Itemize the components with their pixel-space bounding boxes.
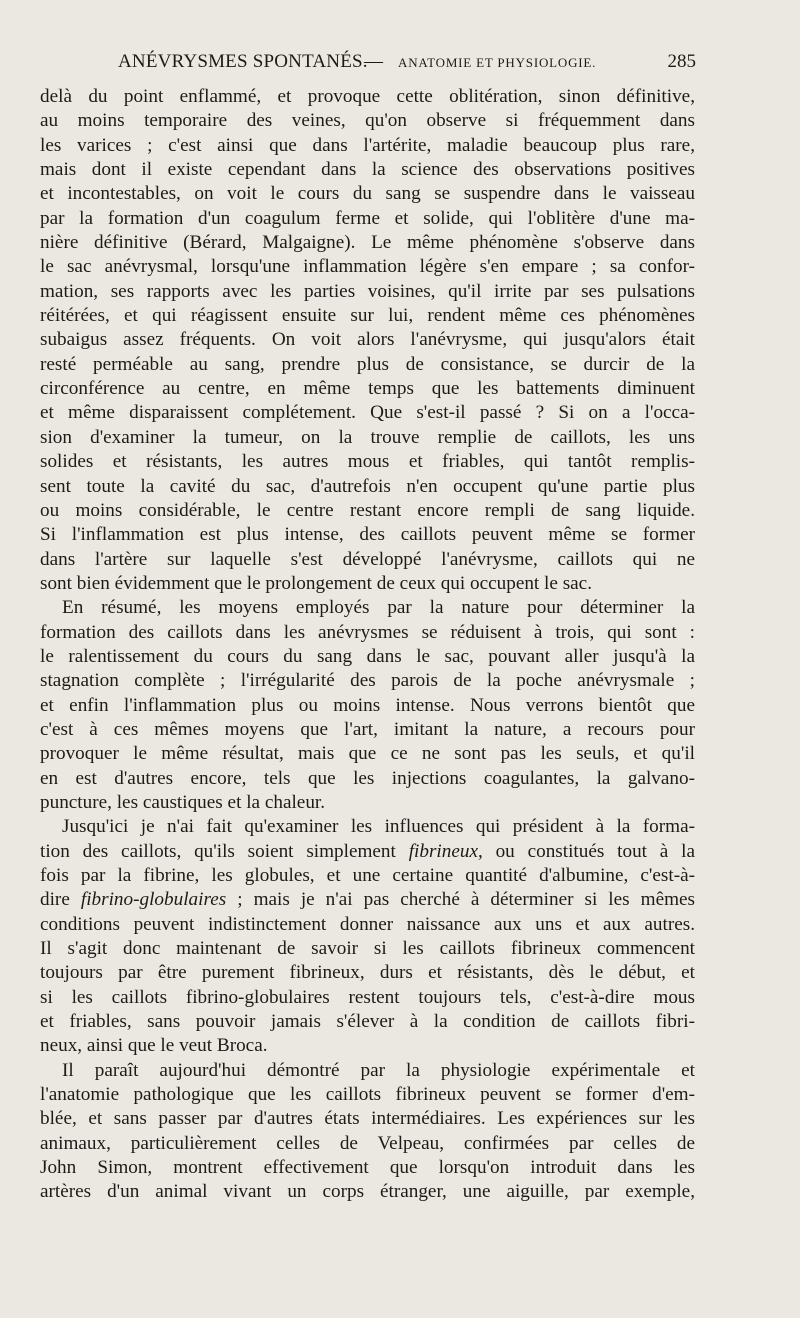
text-line: réitérées, et qui réagissent ensuite sur lui, rendent même ces phénomènes [40,305,695,327]
text-segment: , ou constitués tout à la [477,840,695,862]
text-line: puncture, les caustiques et la chaleur. [40,791,326,813]
italic-term: fibrineux [408,840,478,862]
header-title: ANÉVRYSMES SPONTANÉS. [118,51,368,72]
text-line: neux, ainsi que le veut Broca. [40,1035,268,1057]
text-line: dans l'artère sur laquelle s'est développé l'anévrysme, caillots qui ne [40,548,695,570]
text-line: ou moins considérable, le centre restant encore rempli de sang liquide. [40,499,695,521]
text-line: si les caillots fibrino-globulaires restent toujours tels, c'est-à-dire mous [40,986,695,1008]
paragraph-first-line: Jusqu'ici je n'ai fait qu'examiner les influences qui président à la forma- [62,816,695,838]
text-line: et friables, sans pouvoir jamais s'élever à la condition de caillots fibri- [40,1011,695,1033]
text-line: par la formation d'un coagulum ferme et solide, qui l'oblitère d'une ma- [40,207,695,229]
text-line: et incontestables, on voit le cours du sang se suspendre dans le vaisseau [40,183,695,205]
text-line [40,840,695,864]
text-line: en est d'autres encore, tels que les injections coagulantes, la galvano- [40,767,695,789]
text-line: delà du point enflammé, et provoque cette oblitération, sinon définitive, [40,86,695,107]
text-line: sont bien évidemment que le prolongement de ceux qui occupent le sac. [40,572,592,594]
text-line: les varices ; c'est ainsi que dans l'artérite, maladie beaucoup plus rare, [40,134,695,156]
header-dash: — [364,51,383,72]
paragraph-first-line: Il paraît aujourd'hui démontré par la physiologie expérimentale et [62,1059,695,1081]
body-text [40,85,695,1205]
text-line: resté perméable au sang, prendre plus de consistance, se durcir de la [40,353,695,375]
text-line: mation, ses rapports avec les parties voisines, qu'il irrite par ses pulsations [40,280,695,302]
text-segment: ; mais je n'ai pas cherché à déterminer si les mêmes [226,889,695,911]
text-line: nière définitive (Bérard, Malgaigne). Le même phénomène s'observe dans [40,232,695,254]
text-line [40,888,695,912]
italic-term: fibrino-globulaires [80,889,227,911]
text-line: Il s'agit donc maintenant de savoir si les caillots fibrineux commencent [40,938,695,960]
text-line: c'est à ces mêmes moyens que l'art, imitant la nature, a recours pour [40,718,695,740]
text-segment: dire [40,889,81,911]
text-line: circonférence au centre, en même temps que les battements diminuent [40,378,695,400]
text-line: le sac anévrysmal, lorsqu'une inflammation légère s'en empare ; sa confor- [40,256,695,278]
text-segment: tion des caillots, qu'ils soient simplement [40,840,409,862]
text-line: artères d'un animal vivant un corps étranger, une aiguille, par exemple, [40,1181,695,1203]
text-line: provoquer le même résultat, mais que ce ne sont pas les seuls, et qu'il [40,743,695,765]
paragraph-first-line: En résumé, les moyens employés par la nature pour déterminer la [62,597,695,619]
text-line: formation des caillots dans les anévrysmes se réduisent à trois, qui sont : [40,621,695,643]
text-line: stagnation complète ; l'irrégularité des parois de la poche anévrysmale ; [40,670,695,692]
text-line: sion d'examiner la tumeur, on la trouve remplie de caillots, les uns [40,426,695,448]
text-line: mais dont il existe cependant dans la science des observations positives [40,159,695,181]
running-header [118,48,696,76]
text-line: fois par la fibrine, les globules, et une certaine quantité d'albumine, c'est-à- [40,865,695,886]
text-line: le ralentissement du cours du sang dans le sac, pouvant aller jusqu'à la [40,645,695,667]
text-line: conditions peuvent indistinctement donner naissance aux uns et aux autres. [40,913,695,935]
text-line: animaux, particulièrement celles de Velpeau, confirmées par celles de [40,1132,695,1154]
text-line: sent toute la cavité du sac, d'autrefois n'en occupent qu'une partie plus [40,475,695,497]
page-number: 285 [667,51,696,72]
text-line: solides et résistants, les autres mous et friables, qui tantôt remplis- [40,451,695,473]
text-line: au moins temporaire des veines, qu'on observe si fréquemment dans [40,110,695,132]
header-subtitle: ANATOMIE ET PHYSIOLOGIE. [398,55,597,70]
text-line: et enfin l'inflammation plus ou moins intense. Nous verrons bientôt que [40,694,695,716]
text-line: subaigus assez fréquents. On voit alors l'anévrysme, qui jusqu'alors était [40,329,695,351]
text-line: John Simon, montrent effectivement que lorsqu'on introduit dans les [40,1157,695,1179]
text-line: et même disparaissent complétement. Que s'est-il passé ? Si on a l'occa- [40,402,695,424]
text-line: blée, et sans passer par d'autres états intermédiaires. Les expériences sur les [40,1108,695,1130]
text-line: l'anatomie pathologique que les caillots fibrineux peuvent se former d'em- [40,1084,695,1106]
text-line: toujours par être purement fibrineux, durs et résistants, dès le début, et [40,962,695,984]
text-line: Si l'inflammation est plus intense, des caillots peuvent même se former [40,524,695,546]
